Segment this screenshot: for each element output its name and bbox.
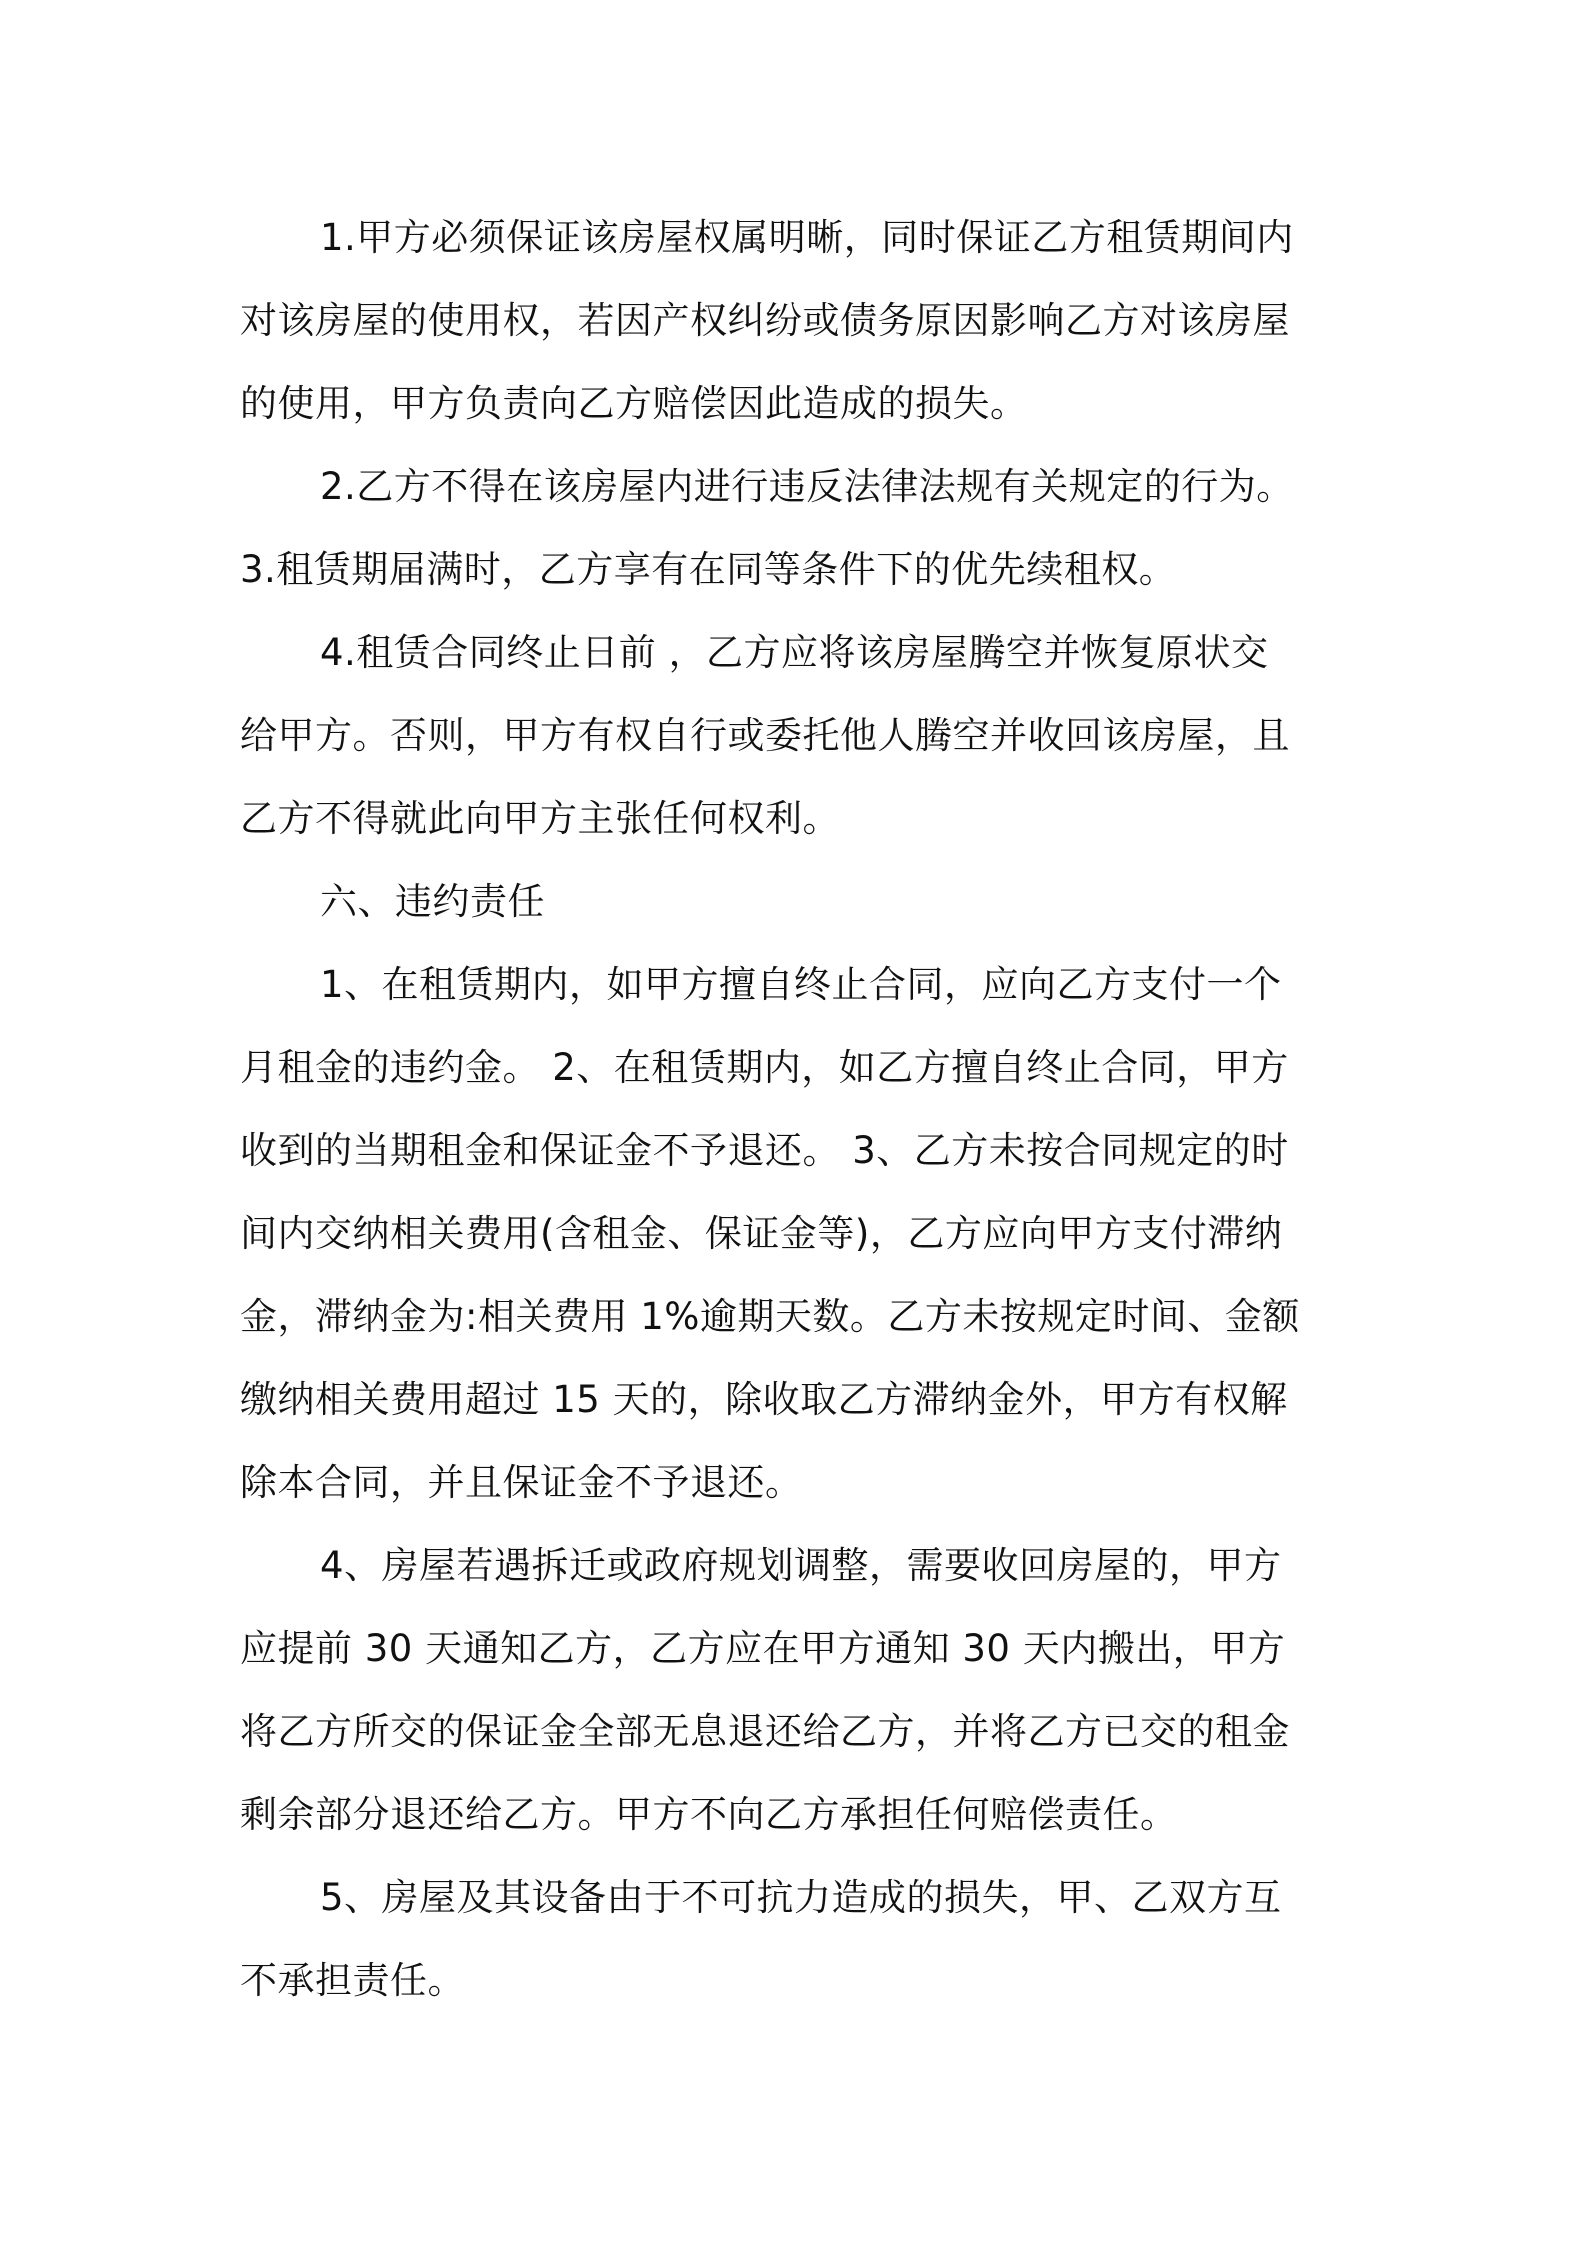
text-line: 2.乙方不得在该房屋内进行违反法律法规有关规定的行为。 [320,465,1294,508]
breach-clauses-paragraph [240,943,1360,1524]
text-line: 间内交纳相关费用(含租金、保证金等)，乙方应向甲方支付滞纳 [240,1212,1283,1255]
text-line: 不承担责任。 [240,1959,465,2002]
text-line: 给甲方。否则，甲方有权自行或委托他人腾空并收回该房屋，且 [240,714,1290,757]
text-line: 3.租赁期届满时，乙方享有在同等条件下的优先续租权。 [240,548,1177,591]
text-line: 1、在租赁期内，如甲方擅自终止合同，应向乙方支付一个 [320,963,1282,1006]
text-line: 4.租赁合同终止日前 ，乙方应将该房屋腾空并恢复原状交 [320,631,1269,674]
heading-text: 六、违约责任 [320,880,545,923]
text-line: 乙方不得就此向甲方主张任何权利。 [240,797,840,840]
document-body [240,196,1360,2022]
text-line: 月租金的违约金。 2、在租赁期内，如乙方擅自终止合同，甲方 [240,1046,1289,1089]
text-line: 对该房屋的使用权，若因产权纠纷或债务原因影响乙方对该房屋 [240,299,1290,342]
clause-paragraph-1 [240,196,1360,445]
text-line: 5、房屋及其设备由于不可抗力造成的损失，甲、乙双方互 [320,1876,1282,1919]
text-line: 的使用，甲方负责向乙方赔偿因此造成的损失。 [240,382,1028,425]
text-line: 应提前 30 天通知乙方，乙方应在甲方通知 30 天内搬出，甲方 [240,1627,1286,1670]
text-line: 4、房屋若遇拆迁或政府规划调整，需要收回房屋的，甲方 [320,1544,1282,1587]
clause-paragraph-2 [240,445,1360,528]
text-line: 1.甲方必须保证该房屋权属明晰，同时保证乙方租赁期间内 [320,216,1294,259]
clause-paragraph-4 [240,611,1360,860]
clause-paragraph-3 [240,528,1360,611]
force-majeure-clause-paragraph [240,1856,1360,2022]
section-heading-breach-liability [240,860,1360,943]
text-line: 缴纳相关费用超过 15 天的，除收取乙方滞纳金外，甲方有权解 [240,1378,1288,1421]
text-line: 金，滞纳金为:相关费用 1%逾期天数。乙方未按规定时间、金额 [240,1295,1300,1338]
text-line: 将乙方所交的保证金全部无息退还给乙方，并将乙方已交的租金 [240,1710,1290,1753]
text-line: 收到的当期租金和保证金不予退还。 3、乙方未按合同规定的时 [240,1129,1289,1172]
text-line: 剩余部分退还给乙方。甲方不向乙方承担任何赔偿责任。 [240,1793,1178,1836]
text-line: 除本合同，并且保证金不予退还。 [240,1461,803,1504]
demolition-clause-paragraph [240,1524,1360,1856]
